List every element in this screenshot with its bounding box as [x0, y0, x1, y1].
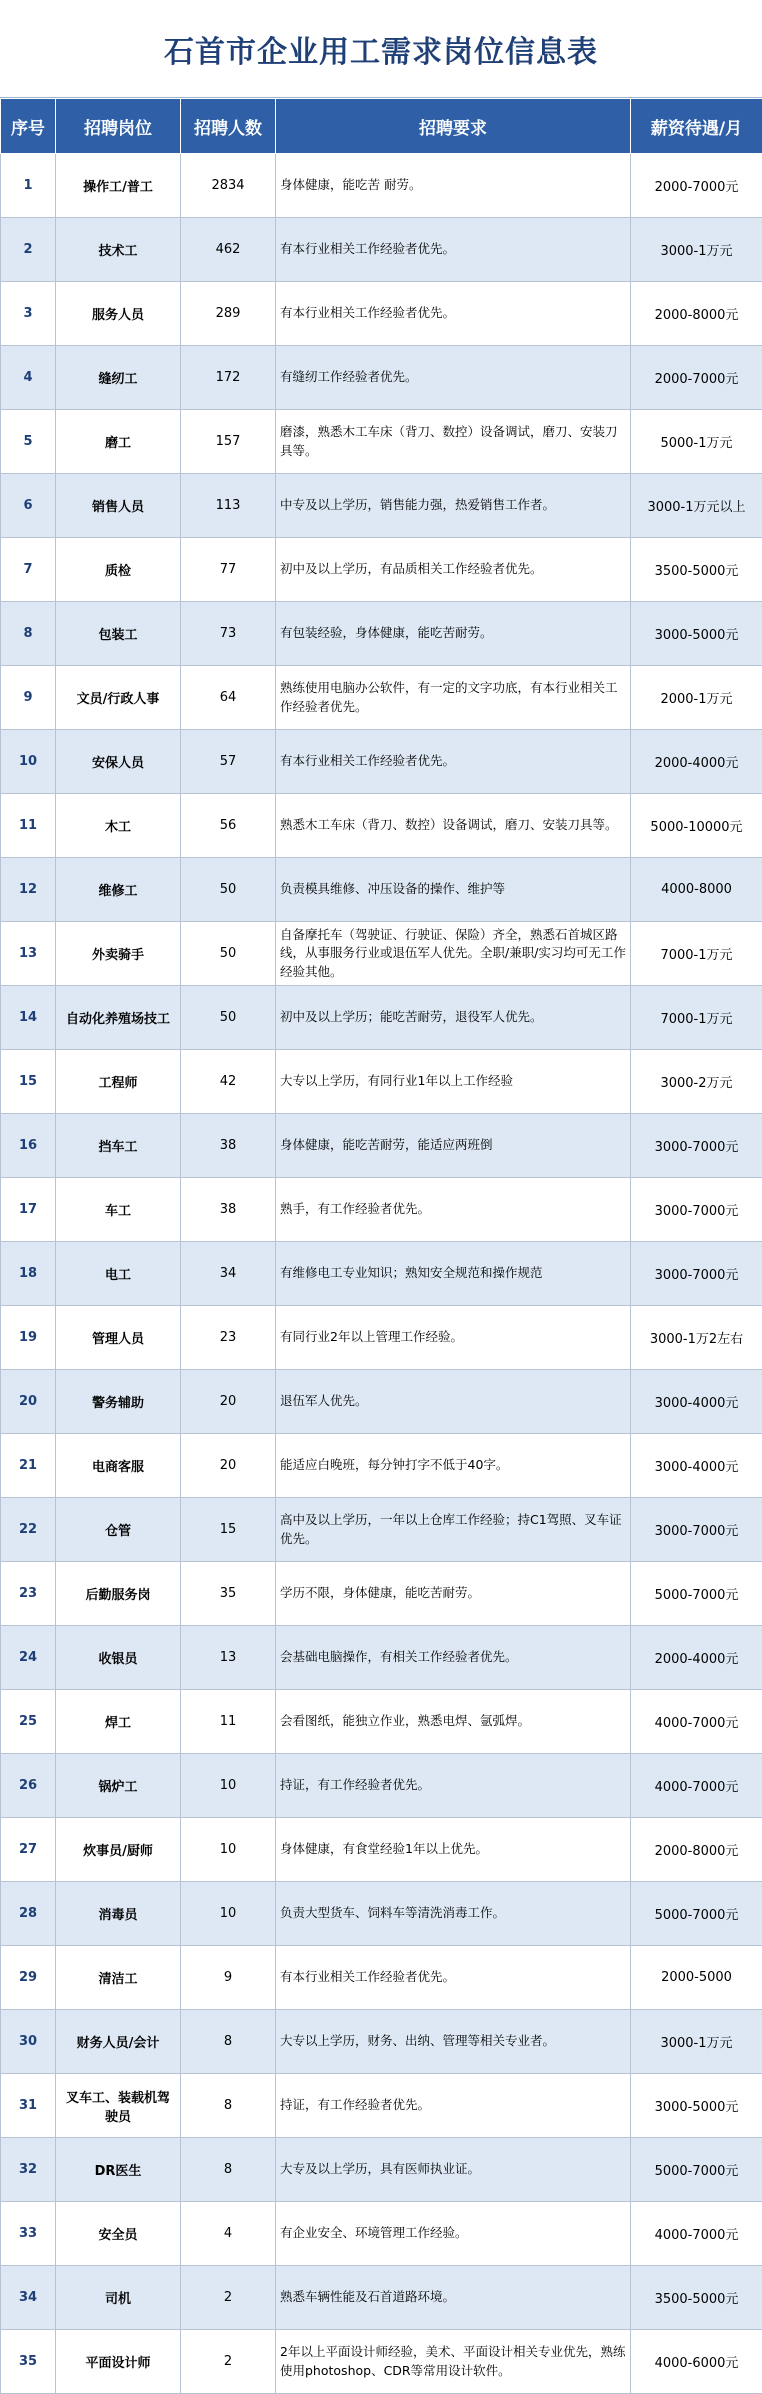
table-row — [1, 1562, 762, 1626]
row-number: 12 — [1, 858, 56, 922]
row-count: 42 — [181, 1050, 276, 1114]
row-number: 27 — [1, 1818, 56, 1882]
table-row — [1, 858, 762, 922]
row-count: 4 — [181, 2202, 276, 2266]
row-count: 15 — [181, 1498, 276, 1562]
table-row — [1, 666, 762, 730]
row-number: 17 — [1, 1178, 56, 1242]
row-position: 收银员 — [56, 1626, 181, 1690]
job-table — [0, 98, 762, 2394]
row-position: 技术工 — [56, 218, 181, 282]
row-position: 叉车工、装载机驾驶员 — [56, 2074, 181, 2138]
row-salary: 3000-7000元 — [631, 1114, 762, 1178]
header-salary: 薪资待遇/月 — [631, 99, 762, 154]
row-number: 30 — [1, 2010, 56, 2074]
row-position: 缝纫工 — [56, 346, 181, 410]
row-salary: 2000-5000 — [631, 1946, 762, 2010]
table-row — [1, 218, 762, 282]
table-row — [1, 730, 762, 794]
table-row — [1, 1178, 762, 1242]
row-salary: 4000-7000元 — [631, 2202, 762, 2266]
table-row — [1, 2202, 762, 2266]
row-salary: 5000-7000元 — [631, 1562, 762, 1626]
row-count: 8 — [181, 2010, 276, 2074]
table-row — [1, 2074, 762, 2138]
row-salary: 3000-1万元 — [631, 2010, 762, 2074]
row-position: 木工 — [56, 794, 181, 858]
row-position: 质检 — [56, 538, 181, 602]
row-salary: 5000-7000元 — [631, 1882, 762, 1946]
row-count: 13 — [181, 1626, 276, 1690]
row-position: 财务人员/会计 — [56, 2010, 181, 2074]
row-salary: 2000-4000元 — [631, 1626, 762, 1690]
row-position: 锅炉工 — [56, 1754, 181, 1818]
row-requirement: 身体健康，能吃苦 耐劳。 — [276, 154, 631, 218]
table-row — [1, 602, 762, 666]
row-count: 157 — [181, 410, 276, 474]
row-salary: 2000-1万元 — [631, 666, 762, 730]
row-count: 172 — [181, 346, 276, 410]
row-count: 10 — [181, 1754, 276, 1818]
row-number: 13 — [1, 922, 56, 986]
row-number: 34 — [1, 2266, 56, 2330]
table-row — [1, 986, 762, 1050]
table-row — [1, 1626, 762, 1690]
row-position: 销售人员 — [56, 474, 181, 538]
header-position: 招聘岗位 — [56, 99, 181, 154]
row-number: 8 — [1, 602, 56, 666]
row-number: 22 — [1, 1498, 56, 1562]
row-requirement: 大专及以上学历，具有医师执业证。 — [276, 2138, 631, 2202]
row-position: 警务辅助 — [56, 1370, 181, 1434]
row-requirement: 2年以上平面设计师经验，美术、平面设计相关专业优先，熟练使用photoshop、CDR等常用设计软件。 — [276, 2330, 631, 2394]
table-row — [1, 410, 762, 474]
table-header-row — [1, 99, 762, 154]
row-requirement: 身体健康，能吃苦耐劳，能适应两班倒 — [276, 1114, 631, 1178]
row-number: 29 — [1, 1946, 56, 2010]
table-body — [1, 154, 762, 2394]
row-position: 电商客服 — [56, 1434, 181, 1498]
row-position: DR医生 — [56, 2138, 181, 2202]
row-requirement: 大专以上学历，有同行业1年以上工作经验 — [276, 1050, 631, 1114]
row-number: 18 — [1, 1242, 56, 1306]
row-position: 仓管 — [56, 1498, 181, 1562]
row-salary: 3000-1万元以上 — [631, 474, 762, 538]
row-requirement: 有本行业相关工作经验者优先。 — [276, 730, 631, 794]
table-row — [1, 1050, 762, 1114]
table-row — [1, 1690, 762, 1754]
row-salary: 5000-10000元 — [631, 794, 762, 858]
row-requirement: 会看图纸，能独立作业，熟悉电焊、氩弧焊。 — [276, 1690, 631, 1754]
row-position: 清洁工 — [56, 1946, 181, 2010]
row-position: 服务人员 — [56, 282, 181, 346]
row-count: 10 — [181, 1882, 276, 1946]
row-requirement: 会基础电脑操作，有相关工作经验者优先。 — [276, 1626, 631, 1690]
header-count: 招聘人数 — [181, 99, 276, 154]
row-salary: 3000-7000元 — [631, 1498, 762, 1562]
row-number: 16 — [1, 1114, 56, 1178]
row-count: 34 — [181, 1242, 276, 1306]
table-row — [1, 1882, 762, 1946]
row-requirement: 大专以上学历，财务、出纳、管理等相关专业者。 — [276, 2010, 631, 2074]
row-requirement: 身体健康，有食堂经验1年以上优先。 — [276, 1818, 631, 1882]
row-salary: 4000-6000元 — [631, 2330, 762, 2394]
row-count: 2 — [181, 2330, 276, 2394]
row-count: 462 — [181, 218, 276, 282]
table-row — [1, 1306, 762, 1370]
row-count: 56 — [181, 794, 276, 858]
row-requirement: 有本行业相关工作经验者优先。 — [276, 282, 631, 346]
row-number: 31 — [1, 2074, 56, 2138]
row-position: 外卖骑手 — [56, 922, 181, 986]
table-row — [1, 1370, 762, 1434]
row-position: 焊工 — [56, 1690, 181, 1754]
row-salary: 3000-7000元 — [631, 1178, 762, 1242]
row-number: 3 — [1, 282, 56, 346]
row-salary: 3500-5000元 — [631, 538, 762, 602]
row-requirement: 学历不限，身体健康，能吃苦耐劳。 — [276, 1562, 631, 1626]
row-position: 安保人员 — [56, 730, 181, 794]
row-salary: 7000-1万元 — [631, 922, 762, 986]
row-count: 77 — [181, 538, 276, 602]
row-requirement: 能适应白晚班，每分钟打字不低于40字。 — [276, 1434, 631, 1498]
row-count: 50 — [181, 922, 276, 986]
row-salary: 4000-7000元 — [631, 1754, 762, 1818]
row-requirement: 初中及以上学历，有品质相关工作经验者优先。 — [276, 538, 631, 602]
row-salary: 2000-7000元 — [631, 346, 762, 410]
header-requirement: 招聘要求 — [276, 99, 631, 154]
row-position: 自动化养殖场技工 — [56, 986, 181, 1050]
row-count: 35 — [181, 1562, 276, 1626]
row-requirement: 有维修电工专业知识；熟知安全规范和操作规范 — [276, 1242, 631, 1306]
row-salary: 4000-7000元 — [631, 1690, 762, 1754]
row-salary: 3000-1万元 — [631, 218, 762, 282]
row-salary: 7000-1万元 — [631, 986, 762, 1050]
row-requirement: 初中及以上学历；能吃苦耐劳，退役军人优先。 — [276, 986, 631, 1050]
row-position: 维修工 — [56, 858, 181, 922]
row-requirement: 有包装经验，身体健康，能吃苦耐劳。 — [276, 602, 631, 666]
row-count: 38 — [181, 1178, 276, 1242]
row-requirement: 熟悉木工车床（背刀、数控）设备调试，磨刀、安装刀具等。 — [276, 794, 631, 858]
row-position: 挡车工 — [56, 1114, 181, 1178]
row-number: 11 — [1, 794, 56, 858]
table-row — [1, 346, 762, 410]
row-salary: 5000-1万元 — [631, 410, 762, 474]
row-count: 50 — [181, 858, 276, 922]
row-number: 32 — [1, 2138, 56, 2202]
table-row — [1, 2330, 762, 2394]
table-row — [1, 282, 762, 346]
row-count: 2 — [181, 2266, 276, 2330]
row-number: 35 — [1, 2330, 56, 2394]
row-number: 2 — [1, 218, 56, 282]
row-salary: 3000-1万2左右 — [631, 1306, 762, 1370]
table-row — [1, 1754, 762, 1818]
row-salary: 2000-4000元 — [631, 730, 762, 794]
row-number: 25 — [1, 1690, 56, 1754]
table-row — [1, 1434, 762, 1498]
row-count: 289 — [181, 282, 276, 346]
row-count: 23 — [181, 1306, 276, 1370]
row-number: 6 — [1, 474, 56, 538]
table-row — [1, 922, 762, 986]
row-salary: 3000-4000元 — [631, 1370, 762, 1434]
row-count: 50 — [181, 986, 276, 1050]
row-requirement: 退伍军人优先。 — [276, 1370, 631, 1434]
row-requirement: 负责模具维修、冲压设备的操作、维护等 — [276, 858, 631, 922]
row-requirement: 熟练使用电脑办公软件，有一定的文字功底，有本行业相关工作经验者优先。 — [276, 666, 631, 730]
row-number: 7 — [1, 538, 56, 602]
row-number: 28 — [1, 1882, 56, 1946]
row-requirement: 磨漆，熟悉木工车床（背刀、数控）设备调试，磨刀、安装刀具等。 — [276, 410, 631, 474]
row-count: 8 — [181, 2138, 276, 2202]
row-requirement: 自备摩托车（驾驶证、行驶证、保险）齐全，熟悉石首城区路线，从事服务行业或退伍军人优先。全职/兼职/实习均可无工作经验其他。 — [276, 922, 631, 986]
row-number: 5 — [1, 410, 56, 474]
table-row — [1, 2138, 762, 2202]
row-count: 113 — [181, 474, 276, 538]
row-position: 包装工 — [56, 602, 181, 666]
row-requirement: 持证，有工作经验者优先。 — [276, 1754, 631, 1818]
row-count: 20 — [181, 1434, 276, 1498]
row-position: 后勤服务岗 — [56, 1562, 181, 1626]
row-salary: 3000-7000元 — [631, 1242, 762, 1306]
row-requirement: 负责大型货车、饲料车等清洗消毒工作。 — [276, 1882, 631, 1946]
table-row — [1, 474, 762, 538]
row-count: 73 — [181, 602, 276, 666]
row-count: 64 — [181, 666, 276, 730]
page-title: 石首市企业用工需求岗位信息表 — [0, 0, 762, 98]
row-number: 33 — [1, 2202, 56, 2266]
row-salary: 3000-5000元 — [631, 2074, 762, 2138]
row-requirement: 持证，有工作经验者优先。 — [276, 2074, 631, 2138]
row-number: 19 — [1, 1306, 56, 1370]
row-number: 9 — [1, 666, 56, 730]
row-position: 炊事员/厨师 — [56, 1818, 181, 1882]
row-salary: 3500-5000元 — [631, 2266, 762, 2330]
row-number: 10 — [1, 730, 56, 794]
row-count: 2834 — [181, 154, 276, 218]
row-count: 11 — [181, 1690, 276, 1754]
row-count: 38 — [181, 1114, 276, 1178]
table-row — [1, 794, 762, 858]
row-requirement: 高中及以上学历，一年以上仓库工作经验；持C1驾照、叉车证优先。 — [276, 1498, 631, 1562]
row-position: 车工 — [56, 1178, 181, 1242]
row-number: 23 — [1, 1562, 56, 1626]
row-number: 15 — [1, 1050, 56, 1114]
table-row — [1, 154, 762, 218]
row-number: 26 — [1, 1754, 56, 1818]
table-row — [1, 1498, 762, 1562]
table-row — [1, 1818, 762, 1882]
row-count: 57 — [181, 730, 276, 794]
row-position: 操作工/普工 — [56, 154, 181, 218]
table-row — [1, 1114, 762, 1178]
row-number: 4 — [1, 346, 56, 410]
row-number: 1 — [1, 154, 56, 218]
row-requirement: 中专及以上学历，销售能力强，热爱销售工作者。 — [276, 474, 631, 538]
row-salary: 5000-7000元 — [631, 2138, 762, 2202]
table-row — [1, 1242, 762, 1306]
row-salary: 3000-5000元 — [631, 602, 762, 666]
row-salary: 2000-8000元 — [631, 1818, 762, 1882]
row-position: 工程师 — [56, 1050, 181, 1114]
row-requirement: 熟手，有工作经验者优先。 — [276, 1178, 631, 1242]
row-count: 9 — [181, 1946, 276, 2010]
row-number: 21 — [1, 1434, 56, 1498]
row-salary: 2000-8000元 — [631, 282, 762, 346]
table-row — [1, 1946, 762, 2010]
header-no: 序号 — [1, 99, 56, 154]
table-row — [1, 538, 762, 602]
row-salary: 4000-8000 — [631, 858, 762, 922]
row-position: 平面设计师 — [56, 2330, 181, 2394]
row-salary: 3000-4000元 — [631, 1434, 762, 1498]
row-position: 安全员 — [56, 2202, 181, 2266]
row-requirement: 有本行业相关工作经验者优先。 — [276, 1946, 631, 2010]
row-requirement: 有同行业2年以上管理工作经验。 — [276, 1306, 631, 1370]
table-row — [1, 2010, 762, 2074]
row-requirement: 有企业安全、环境管理工作经验。 — [276, 2202, 631, 2266]
row-position: 司机 — [56, 2266, 181, 2330]
row-count: 8 — [181, 2074, 276, 2138]
row-requirement: 有缝纫工作经验者优先。 — [276, 346, 631, 410]
row-salary: 3000-2万元 — [631, 1050, 762, 1114]
row-requirement: 有本行业相关工作经验者优先。 — [276, 218, 631, 282]
row-number: 14 — [1, 986, 56, 1050]
row-number: 24 — [1, 1626, 56, 1690]
table-row — [1, 2266, 762, 2330]
row-count: 10 — [181, 1818, 276, 1882]
row-position: 磨工 — [56, 410, 181, 474]
row-position: 消毒员 — [56, 1882, 181, 1946]
row-requirement: 熟悉车辆性能及石首道路环境。 — [276, 2266, 631, 2330]
row-salary: 2000-7000元 — [631, 154, 762, 218]
row-position: 管理人员 — [56, 1306, 181, 1370]
row-number: 20 — [1, 1370, 56, 1434]
row-count: 20 — [181, 1370, 276, 1434]
row-position: 文员/行政人事 — [56, 666, 181, 730]
row-position: 电工 — [56, 1242, 181, 1306]
